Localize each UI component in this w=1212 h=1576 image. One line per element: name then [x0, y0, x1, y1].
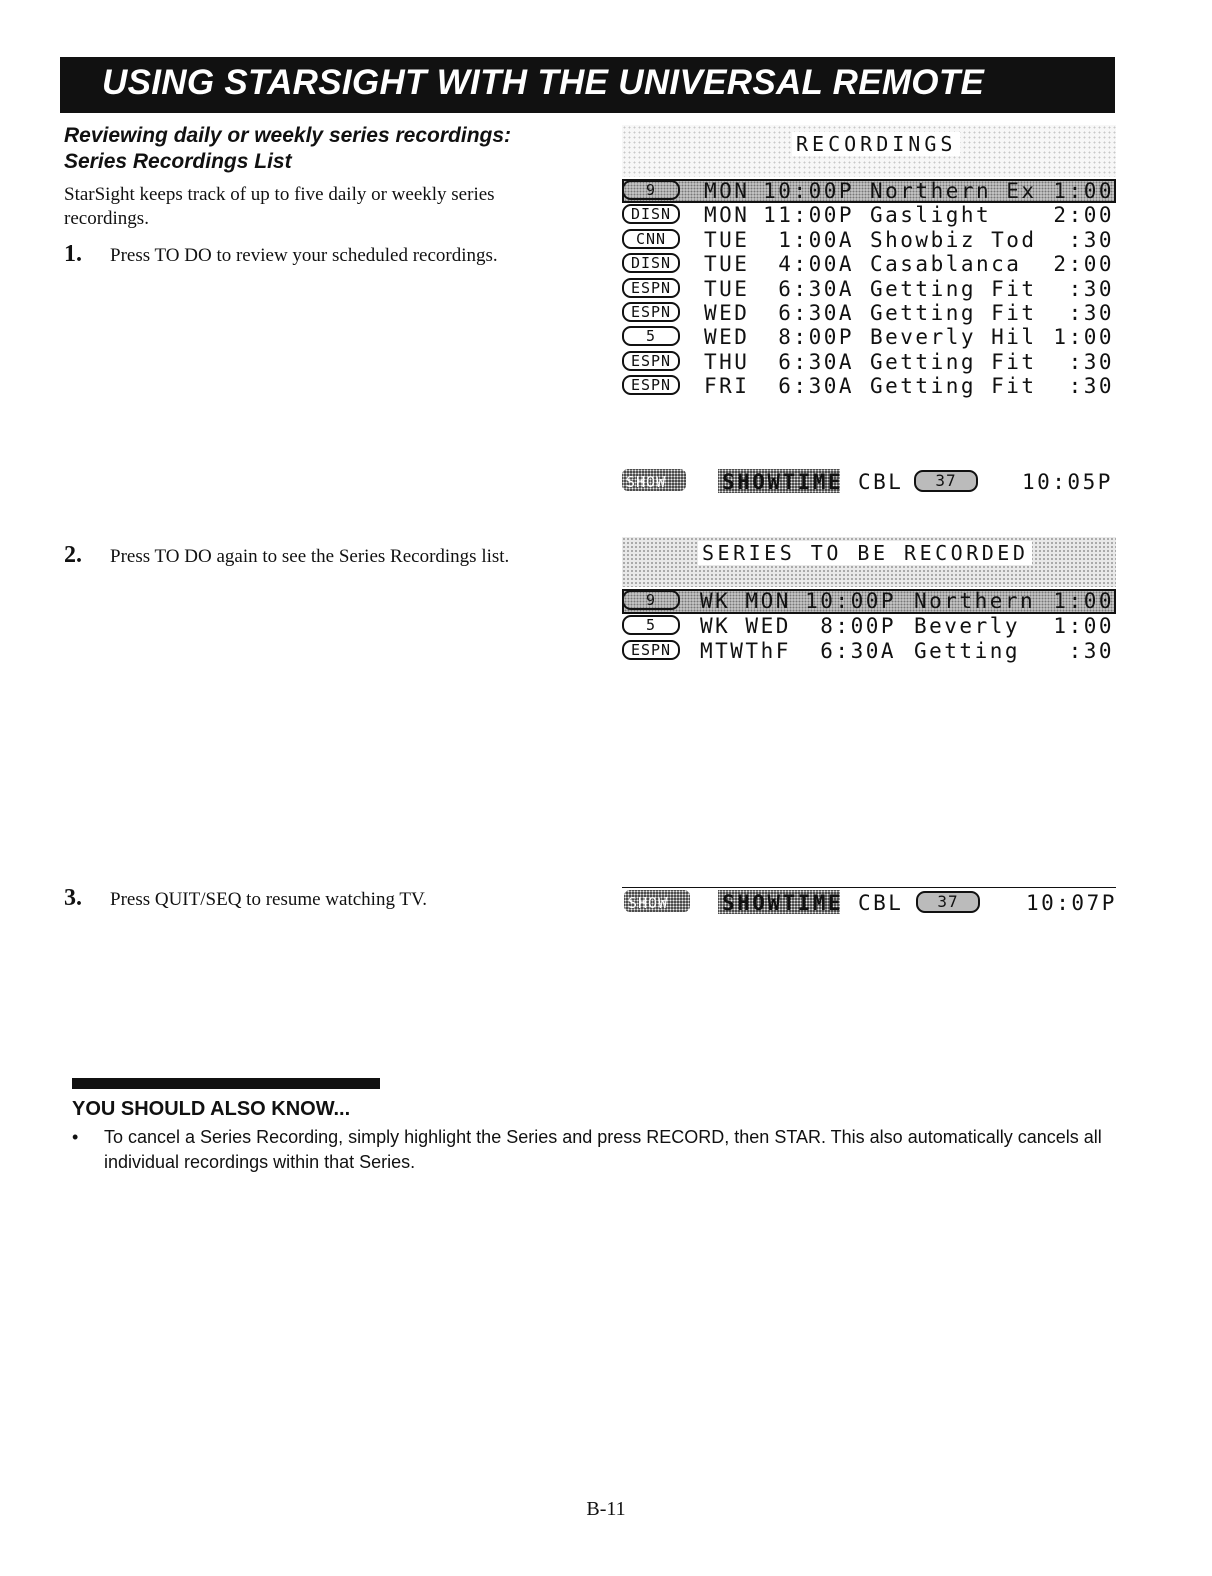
recording-time: 6:30A: [778, 349, 854, 374]
recording-show: Showbiz Tod: [870, 227, 1037, 252]
also-know-bar: [72, 1078, 380, 1089]
page-number: B-11: [586, 1498, 626, 1520]
series-frequency: WK WED: [700, 614, 791, 638]
tv-status-channel: 37: [916, 891, 980, 913]
recording-length: 2:00: [1053, 203, 1114, 228]
recording-show: Gaslight: [870, 203, 992, 228]
step-number: 2.: [64, 542, 82, 568]
list-item: [622, 589, 1116, 613]
recording-day: THU: [704, 349, 750, 374]
recording-time: 6:30A: [778, 301, 854, 325]
series-title: SERIES TO BE RECORDED: [698, 541, 1032, 565]
channel-badge: ESPN: [622, 351, 680, 371]
step-2: [64, 542, 509, 569]
step-number: 1.: [64, 241, 82, 267]
recording-show: Casablanca: [870, 252, 1022, 277]
tv-status-show-badge-label: SHOW: [628, 894, 669, 912]
recording-time: 6:30A: [778, 374, 854, 399]
list-item: [622, 252, 1116, 276]
series-length: 1:00: [1053, 589, 1114, 613]
recording-time: 10:00P: [763, 179, 854, 203]
recording-length: 1:00: [1053, 325, 1114, 350]
channel-badge: 5: [622, 615, 680, 635]
series-length: :30: [1068, 639, 1114, 663]
channel-badge: DISN: [622, 253, 680, 273]
recording-show: Getting Fit: [870, 301, 1037, 325]
list-item: [622, 228, 1116, 252]
recording-length: :30: [1068, 374, 1114, 399]
recording-length: :30: [1068, 276, 1114, 301]
list-item: [622, 325, 1116, 349]
recordings-screen: [622, 125, 1116, 495]
recording-show: Northern Ex: [870, 179, 1037, 203]
recording-length: :30: [1068, 301, 1114, 325]
section-heading: Reviewing daily or weekly series recordings: Series Recordings List: [64, 124, 512, 173]
list-item: [622, 374, 1116, 398]
recording-show: Getting Fit: [870, 276, 1037, 301]
status-channel: 37: [914, 470, 978, 492]
channel-badge: DISN: [622, 204, 680, 224]
recordings-title: RECORDINGS: [792, 132, 960, 156]
tv-status-clock: 10:07P: [1026, 891, 1117, 915]
recording-day: WED: [704, 325, 750, 350]
recording-length: 2:00: [1053, 252, 1114, 277]
recording-show: Getting Fit: [870, 349, 1037, 374]
recording-day: TUE: [704, 227, 750, 252]
recording-time: 6:30A: [778, 276, 854, 301]
recording-show: Getting Fit: [870, 374, 1037, 399]
bullet-dot-icon: •: [72, 1127, 79, 1147]
status-clock: 10:05P: [1022, 470, 1113, 494]
channel-badge: CNN: [622, 229, 680, 249]
recording-time: 8:00P: [778, 325, 854, 350]
recording-day: WED: [704, 301, 750, 325]
also-know-bullet-text: To cancel a Series Recording, simply highlight the Series and press RECORD, then STAR. This also automatically cancels all individual recordings within that Series.: [104, 1127, 1102, 1172]
list-item: [622, 350, 1116, 374]
list-item: [622, 639, 1116, 663]
recording-time: 1:00A: [778, 227, 854, 252]
series-frequency: MTWThF: [700, 639, 791, 663]
step-text: Press TO DO to review your scheduled recordings.: [110, 245, 498, 266]
series-show: Northern: [914, 589, 1036, 613]
recording-day: TUE: [704, 252, 750, 277]
tv-status-bar: [622, 890, 1116, 916]
recording-day: FRI: [704, 374, 750, 399]
recording-length: :30: [1068, 227, 1114, 252]
series-time: 8:00P: [820, 614, 896, 638]
recording-time: 11:00P: [763, 203, 854, 228]
recording-length: :30: [1068, 349, 1114, 374]
series-show: Getting: [914, 639, 1021, 663]
status-source: CBL: [858, 470, 904, 494]
tv-status-network: SHOWTIME: [722, 891, 844, 915]
channel-badge: 9: [622, 590, 680, 610]
series-frequency: WK MON: [700, 589, 791, 613]
step-3: [64, 885, 427, 912]
step-1: [64, 241, 498, 268]
tv-status-source: CBL: [858, 891, 904, 915]
channel-badge: ESPN: [622, 640, 680, 660]
tv-status-rule: [622, 887, 1116, 888]
page-banner: [60, 57, 1115, 113]
recording-time: 4:00A: [778, 252, 854, 277]
list-item: [622, 179, 1116, 203]
series-time: 6:30A: [820, 639, 896, 663]
channel-badge: 9: [622, 180, 680, 200]
channel-badge: 5: [622, 326, 680, 346]
banner-title: USING STARSIGHT WITH THE UNIVERSAL REMOTE: [102, 63, 985, 102]
series-show: Beverly: [914, 614, 1021, 638]
series-length: 1:00: [1053, 614, 1114, 638]
channel-badge: ESPN: [622, 278, 680, 298]
status-network: SHOWTIME: [722, 470, 844, 494]
list-item: [622, 277, 1116, 301]
step-text: Press TO DO again to see the Series Recordings list.: [110, 546, 510, 567]
recording-show: Beverly Hil: [870, 325, 1037, 350]
list-item: [622, 203, 1116, 227]
channel-badge: ESPN: [622, 302, 680, 322]
step-text: Press QUIT/SEQ to resume watching TV.: [110, 889, 427, 910]
recordings-status-bar: [622, 469, 1116, 495]
series-time: 10:00P: [805, 589, 896, 613]
step-number: 3.: [64, 885, 82, 911]
channel-badge: ESPN: [622, 375, 680, 395]
also-know-title: YOU SHOULD ALSO KNOW...: [72, 1098, 351, 1120]
recording-day: TUE: [704, 276, 750, 301]
section-intro: StarSight keeps track of up to five daily or weekly series recordings.: [64, 184, 495, 229]
series-screen: [622, 537, 1116, 677]
recording-day: MON: [704, 179, 750, 203]
recording-length: 1:00: [1053, 179, 1114, 203]
list-item: [622, 614, 1116, 638]
recording-day: MON: [704, 203, 750, 228]
list-item: [622, 301, 1116, 325]
status-show-badge-label: SHOW: [626, 473, 667, 491]
